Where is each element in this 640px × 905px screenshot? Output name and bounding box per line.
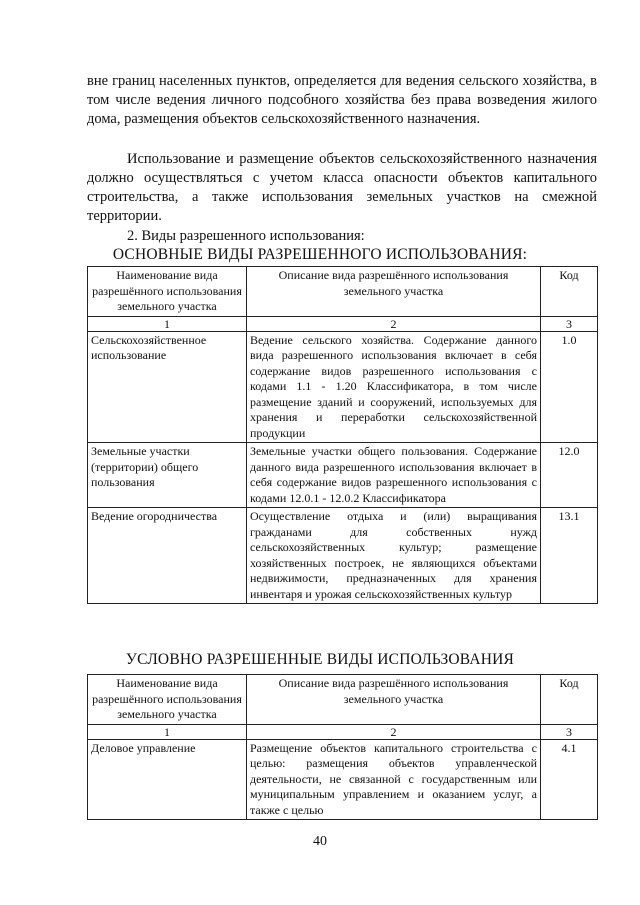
intro-paragraph-1: вне границ населенных пунктов, определяется для ведения сельского хозяйства, в том числе ведения личного подсобного хозяйства без права возведения жилого дома, размещения объектов сельскохозяйственного назначения.	[87, 73, 597, 127]
table-row	[88, 739, 598, 820]
header-description: Описание вида разрешённого использования земельного участка	[247, 675, 541, 725]
use-code: 13.1	[541, 508, 598, 604]
conditional-uses-table	[87, 674, 598, 820]
column-number: 2	[247, 724, 541, 739]
basic-uses-table	[87, 266, 598, 604]
page-number: 40	[313, 834, 327, 849]
header-name: Наименование вида разрешённого использования земельного участка	[88, 267, 247, 317]
table-row	[88, 331, 598, 443]
table-number-row	[88, 316, 598, 331]
use-name: Сельскохозяйственное использование	[88, 331, 247, 443]
table-header-row	[88, 267, 598, 317]
use-code: 1.0	[541, 331, 598, 443]
use-code: 12.0	[541, 443, 598, 508]
header-code: Код	[541, 267, 598, 317]
use-code: 4.1	[541, 739, 598, 820]
basic-uses-heading: ОСНОВНЫЕ ВИДЫ РАЗРЕШЕННОГО ИСПОЛЬЗОВАНИЯ:	[112, 246, 528, 263]
column-number: 2	[247, 316, 541, 331]
column-number: 1	[88, 316, 247, 331]
column-number: 1	[88, 724, 247, 739]
use-description: Осуществление отдыха и (или) выращивания гражданами для собственных нужд сельскохозяйственных культур; размещение хозяйственных построек, не являющихся объектами недвижимости, предназначенных для хранения инвентаря и урожая сельскохозяйственных культур	[247, 508, 541, 604]
table-row	[88, 443, 598, 508]
header-code: Код	[541, 675, 598, 725]
intro-paragraph-3: 2. Виды разрешенного использования:	[127, 228, 365, 244]
use-name: Земельные участки (территории) общего пользования	[88, 443, 247, 508]
use-name: Ведение огородничества	[88, 508, 247, 604]
use-description: Земельные участки общего пользования. Содержание данного вида разрешенного использования включает в себя содержание видов разрешенного использования с кодами 12.0.1 - 12.0.2 Классификатора	[247, 443, 541, 508]
use-name: Деловое управление	[88, 739, 247, 820]
column-number: 3	[541, 316, 598, 331]
table-header-row	[88, 675, 598, 725]
conditional-uses-heading: УСЛОВНО РАЗРЕШЕННЫЕ ВИДЫ ИСПОЛЬЗОВАНИЯ	[125, 651, 515, 668]
header-name: Наименование вида разрешённого использования земельного участка	[88, 675, 247, 725]
table-number-row	[88, 724, 598, 739]
table-row	[88, 508, 598, 604]
use-description: Ведение сельского хозяйства. Содержание данного вида разрешенного использования включает в себя содержание видов разрешенного использования с кодами 1.1 - 1.20 Классификатора, в том числе размещение зданий и сооружений, используемых для хранения и переработки сельскохозяйственной продукции	[247, 331, 541, 443]
header-description: Описание вида разрешённого использования земельного участка	[247, 267, 541, 317]
intro-paragraph-2: Использование и размещение объектов сельскохозяйственного назначения должно осуществляться с учетом класса опасности объектов капитального строительства, а также использования земельных участков на смежной территории.	[87, 151, 597, 224]
use-description: Размещение объектов капитального строительства с целью: размещения объектов управленческой деятельности, не связанной с государственным или муниципальным управлением и оказанием услуг, а также с целью	[247, 739, 541, 820]
column-number: 3	[541, 724, 598, 739]
